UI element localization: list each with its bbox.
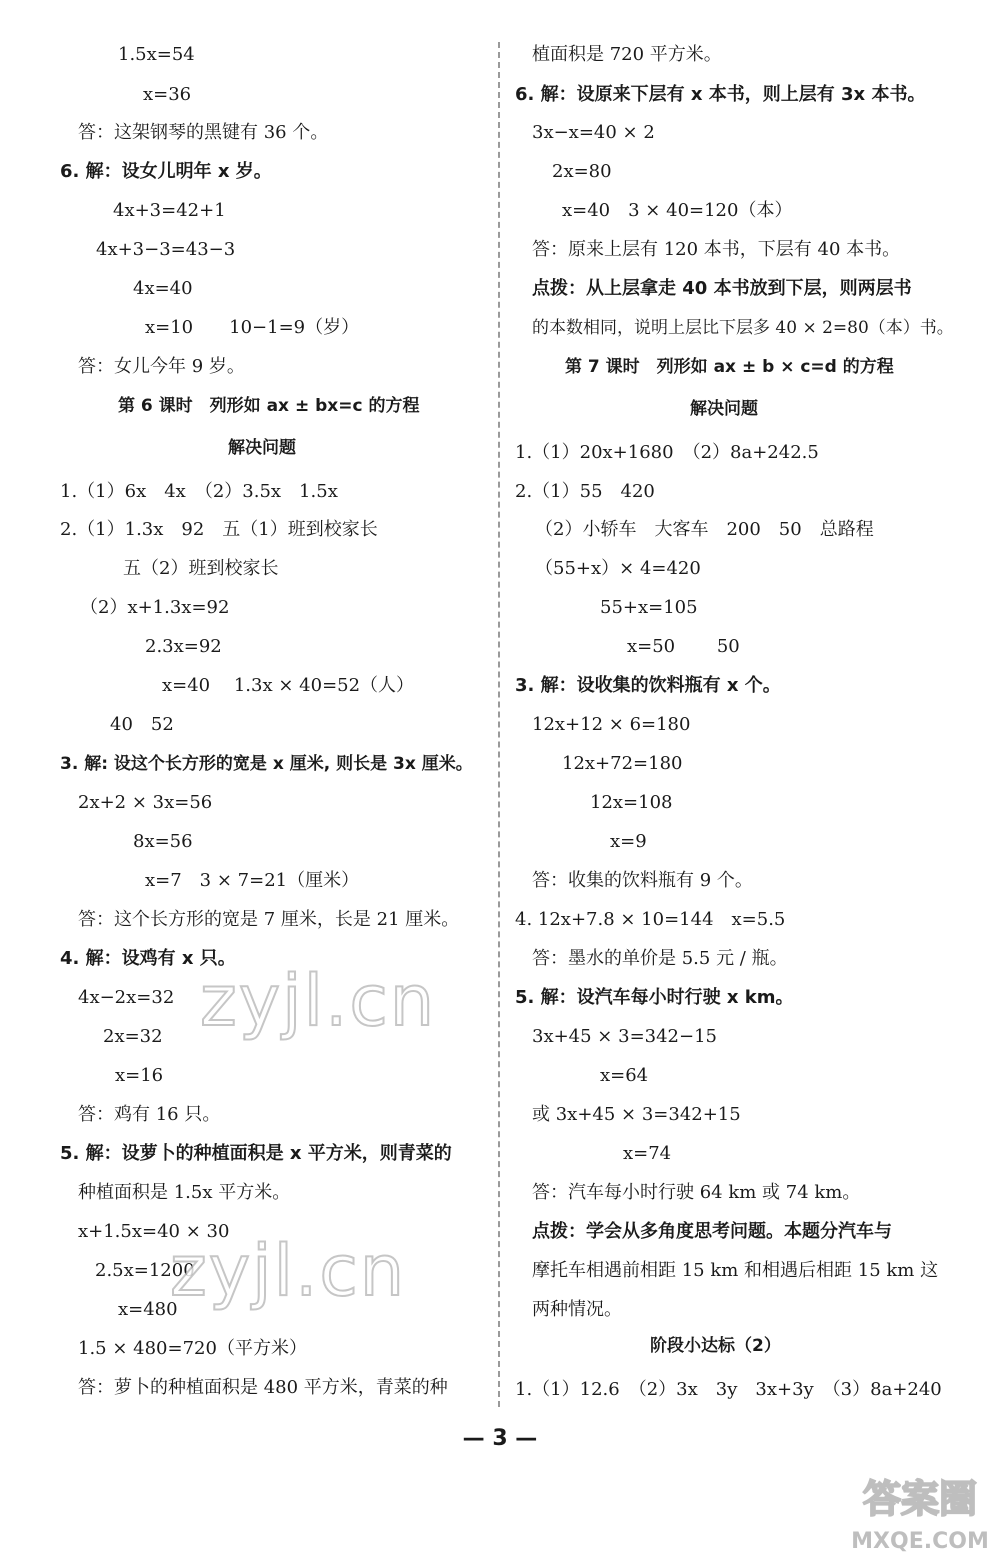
text-line: x=16 (115, 1065, 164, 1086)
text-line: （2）x+1.3x=92 (80, 597, 230, 618)
text-line: 答：鸡有 16 只。 (78, 1104, 221, 1125)
text-line: 5. 解：设汽车每小时行驶 x km。 (515, 987, 794, 1008)
section-heading: 第 7 课时 列形如 ax ± b × c=d 的方程 (565, 357, 894, 377)
section-heading: 第 6 课时 列形如 ax ± bx=c 的方程 (118, 396, 420, 416)
text-line: 1.（1）6x 4x （2）3.5x 1.5x (60, 481, 338, 502)
text-line: 4. 12x+7.8 × 10=144 x=5.5 (515, 909, 786, 930)
text-line: 答：收集的饮料瓶有 9 个。 (532, 870, 753, 891)
text-line: （2）小轿车 大客车 200 50 总路程 (535, 519, 874, 540)
text-line: 12x+12 × 6=180 (532, 714, 691, 735)
text-line: 植面积是 720 平方米。 (532, 44, 722, 65)
column-divider (498, 42, 500, 1407)
text-line: 12x+72=180 (562, 753, 683, 774)
text-line: 种植面积是 1.5x 平方米。 (78, 1182, 291, 1203)
text-line: x=9 (610, 831, 647, 852)
text-line: 答：原来上层有 120 本书，下层有 40 本书。 (532, 239, 901, 260)
text-line: 答：墨水的单价是 5.5 元 / 瓶。 (532, 948, 788, 969)
text-line: 4x+3=42+1 (113, 200, 226, 221)
text-line: 1.（1）12.6 （2）3x 3y 3x+3y （3）8a+240 (515, 1379, 942, 1400)
text-line: 两种情况。 (532, 1299, 622, 1320)
logo-text: 答案圈 (862, 1477, 978, 1521)
text-line: 12x=108 (590, 792, 673, 813)
text-line: 或 3x+45 × 3=342+15 (532, 1104, 741, 1125)
text-line: 1.（1）20x+1680 （2）8a+242.5 (515, 442, 819, 463)
text-line: x=36 (143, 84, 192, 105)
text-line: 40 52 (110, 714, 174, 735)
text-line: （55+x）× 4=420 (535, 558, 701, 579)
text-line: 6. 解：设原来下层有 x 本书，则上层有 3x 本书。 (515, 84, 926, 105)
text-line: x=10 10−1=9（岁） (145, 317, 360, 338)
text-line: 2.（1）1.3x 92 五（1）班到校家长 (60, 519, 378, 540)
text-line: 2.3x=92 (145, 636, 222, 657)
text-line: 2x=80 (552, 161, 612, 182)
text-line: x=7 3 × 7=21（厘米） (145, 870, 360, 891)
watermark: zyjl.cn (200, 960, 437, 1042)
watermark: zyjl.cn (170, 1230, 407, 1312)
text-line: 答：萝卜的种植面积是 480 平方米，青菜的种 (78, 1377, 448, 1398)
text-line: 点拨：从上层拿走 40 本书放到下层，则两层书 (532, 278, 912, 299)
text-line: x=74 (623, 1143, 672, 1164)
text-line: 4x−2x=32 (78, 987, 175, 1008)
site-logo (845, 1460, 995, 1555)
text-line: 4x+3−3=43−3 (96, 239, 236, 260)
page-number: — 3 — (462, 1426, 538, 1451)
text-line: 2x=32 (103, 1026, 163, 1047)
text-line: 的本数相同，说明上层比下层多 40 × 2=80（本）书。 (532, 318, 954, 338)
text-line: 3. 解: 设这个长方形的宽是 x 厘米, 则长是 3x 厘米。 (60, 754, 473, 774)
text-line: 55+x=105 (600, 597, 698, 618)
text-line: 3. 解：设收集的饮料瓶有 x 个。 (515, 675, 781, 696)
text-line: x=40 3 × 40=120（本） (562, 200, 793, 221)
text-line: 2.（1）55 420 (515, 481, 655, 502)
text-line: 五（2）班到校家长 (123, 558, 279, 579)
text-line: 4x=40 (133, 278, 193, 299)
text-line: 8x=56 (133, 831, 193, 852)
text-line: 4. 解：设鸡有 x 只。 (60, 948, 236, 969)
text-line: 答：这个长方形的宽是 7 厘米，长是 21 厘米。 (78, 909, 460, 930)
text-line: 1.5 × 480=720（平方米） (78, 1338, 307, 1359)
text-line: 5. 解：设萝卜的种植面积是 x 平方米，则青菜的 (60, 1143, 452, 1164)
text-line: 3x+45 × 3=342−15 (532, 1026, 717, 1047)
logo-url: MXQE.COM (851, 1529, 989, 1554)
text-line: 2.5x=1200 (95, 1260, 195, 1281)
text-line: 答：汽车每小时行驶 64 km 或 74 km。 (532, 1182, 861, 1203)
text-line: 点拨：学会从多角度思考问题。本题分汽车与 (532, 1221, 892, 1242)
text-line: x=64 (600, 1065, 649, 1086)
text-line: 6. 解：设女儿明年 x 岁。 (60, 161, 272, 182)
text-line: x=50 50 (627, 636, 740, 657)
text-line: 答：这架钢琴的黑键有 36 个。 (78, 122, 329, 143)
text-line: 1.5x=54 (118, 44, 195, 65)
text-line: 摩托车相遇前相距 15 km 和相遇后相距 15 km 这 (532, 1260, 939, 1281)
text-line: 答：女儿今年 9 岁。 (78, 356, 245, 377)
subsection-heading: 解决问题 (228, 438, 296, 458)
text-line: 3x−x=40 × 2 (532, 122, 655, 143)
section-heading: 阶段小达标（2） (650, 1336, 781, 1356)
text-line: x=40 1.3x × 40=52（人） (162, 675, 415, 696)
text-line: x=480 (118, 1299, 178, 1320)
text-line: 2x+2 × 3x=56 (78, 792, 213, 813)
text-line: x+1.5x=40 × 30 (78, 1221, 230, 1242)
subsection-heading: 解决问题 (690, 399, 758, 419)
